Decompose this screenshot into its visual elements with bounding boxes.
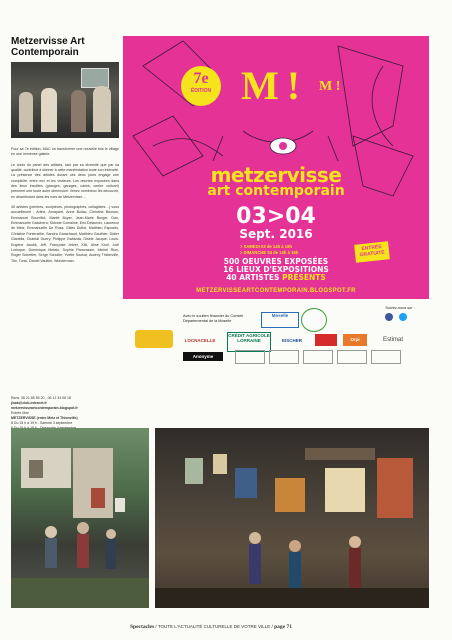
sponsor-logo (303, 350, 333, 364)
poster-dates: 03>04 (236, 204, 316, 229)
article-title-line1: Metzervisse Art (11, 36, 85, 47)
info-entry: Entrée libre (11, 411, 29, 415)
poster-month: Sept. 2016 (239, 227, 313, 241)
page-number: page 71 (274, 624, 292, 630)
stat-venues: 16 LIEUX D'EXPOSITIONS (223, 265, 329, 274)
photo-visitor (93, 86, 111, 132)
article-paragraph: Le choix du panel des artistes, tant par sa diversité que par sa qualité, contribue à donner à cette manifestation toute son intensité. La présence des artistes durant ces deux jours engage une complicité, entre eux et les visiteurs. Les œuvres exposées dans des lieux insolites (granges, garages, caves, centre culturel) prennent une toute autre dimension. Venez nombreux les découvrir, en déambulant dans les rues de Metzervisse… (11, 162, 119, 199)
eye-icon (270, 138, 296, 154)
poster-subtitle: art contemporain (207, 183, 345, 199)
sponsor-logo-orpi: Orpi (343, 334, 367, 346)
magazine-tagline: / TOUTE L'ACTUALITÉ CULTURELLE DE VOTRE VILLE / (155, 624, 273, 629)
edition-badge (181, 66, 221, 106)
barn-exhibition-photo (155, 428, 429, 608)
photo-visitor (71, 90, 86, 132)
sponsor-logo-credit-agricole: CRÉDIT AGRICOLE LORRAINE (227, 332, 271, 352)
sponsor-logo-estimat: Estimat (382, 337, 403, 343)
sponsor-logo-mcar (135, 330, 173, 348)
sponsor-logo (269, 350, 299, 364)
entry-line2: GRATUITE (359, 249, 386, 259)
garden-exhibition-photo (11, 428, 149, 608)
support-text: Avec le soutien financier du Conseil Départemental de la Moselle (183, 314, 244, 323)
magazine-name: Spectacles (130, 624, 155, 630)
photo-artwork-frame (81, 68, 109, 88)
stat-artists-num: 40 ARTISTES (226, 273, 280, 282)
commune-logo (301, 308, 327, 332)
sponsor-logo (235, 350, 265, 364)
page-footer (130, 624, 430, 630)
poster-stats (123, 258, 429, 282)
stat-works: 500 OEUVRES EXPOSÉES (223, 257, 329, 266)
article-paragraph: Pour sa 7e édition, MAC va transformer une nouvelle fois le village en une immense galerie. (11, 147, 119, 157)
barn-scene (155, 428, 429, 608)
sponsor-logo-anonyme: Anonyme (183, 352, 223, 361)
article-title-line2: Contemporain (11, 47, 79, 58)
schedule-sunday: > DIMANCHE 04 de 13h à 18h (240, 250, 299, 255)
info-location: METZERVISSE (entre Metz et Thionville) (11, 416, 78, 420)
moselle-logo: Moselle (261, 312, 299, 328)
social-label: Suivez-nous sur : (385, 306, 415, 310)
entry-line1: ENTRÉE (361, 243, 382, 253)
info-website[interactable]: metzervisseartcontemporain.blogspot.fr (11, 406, 78, 410)
stat-artists (123, 274, 429, 282)
gallery-photo-top (11, 62, 119, 138)
info-email[interactable]: jlsak@club-internet.fr (11, 401, 47, 405)
edition-number: 7e (193, 70, 209, 87)
photo-visitor (19, 92, 33, 132)
edition-label: ÉDITION (190, 88, 212, 94)
photo-visitor (41, 88, 57, 132)
sponsor-strip (123, 300, 429, 418)
info-phone: Rens. 06 21 65 59 20 - 06 12 34 06 18 (11, 396, 71, 400)
sponsor-logo-locnacelle: LOCNACELLE (184, 338, 216, 343)
garden-scene (11, 428, 149, 608)
poster-logo-big: M ! (241, 63, 300, 108)
twitter-icon[interactable] (399, 313, 407, 321)
sponsor-logo (371, 350, 401, 364)
sponsor-logo-red (315, 334, 337, 346)
poster-town: metzervisse (210, 163, 342, 187)
article-title (11, 36, 119, 58)
article-paragraph: 40 artistes (peintres, sculpteurs, photographes, collagistes…) vous accueilleront : Arline, Arnaywel, Anne Boilac, Christine Brioson, Emmanuel Bourrillot, Marité Boyer, Jean-Marie Burger, Dan, Emmanuelle Gaschera, Sidonie Comaline, Eric Delacroix, Laurence de Metz, Emmanuelle De Rosa, Gilles Duflot, Matthieu Esposito, Christine Fonteneille, Sandra Garachaud, Matthieu Gauthier, Didier Gianella, Chantal Guery, Philippe Gwiazda, Gisèle Jacque, Louis-Eugène Jandik, Jeff, Françoise Jetzer, Kiki, Aline Kroll, Joël Lorinque, Dominique Metais, Sophie Pancrassin, Michel Rion, Roger Schettler, Serge Scholler, Yvette Sookar, Audrey Thiberville, Tito, Tonic, Daniel Vaultier, Wunderman. (11, 205, 119, 263)
poster-schedule (240, 244, 298, 256)
stat-artists-word: PRÉSENTS (282, 273, 326, 282)
article-body (11, 147, 119, 269)
schedule-saturday: > SAMEDI 03 de 14h à 19h (240, 244, 293, 249)
sponsor-logo (337, 350, 367, 364)
poster-logo-small: M ! (319, 79, 341, 94)
info-saturday: 8 Du 15 h à 19 h - Samedi 3 septembre (11, 421, 73, 425)
event-poster (123, 36, 429, 299)
sponsor-logo-eischer: EISCHER (281, 338, 302, 343)
facebook-icon[interactable] (385, 313, 393, 321)
poster-url[interactable]: METZERVISSEARTCONTEMPORAIN.BLOGSPOT.FR (196, 288, 356, 294)
